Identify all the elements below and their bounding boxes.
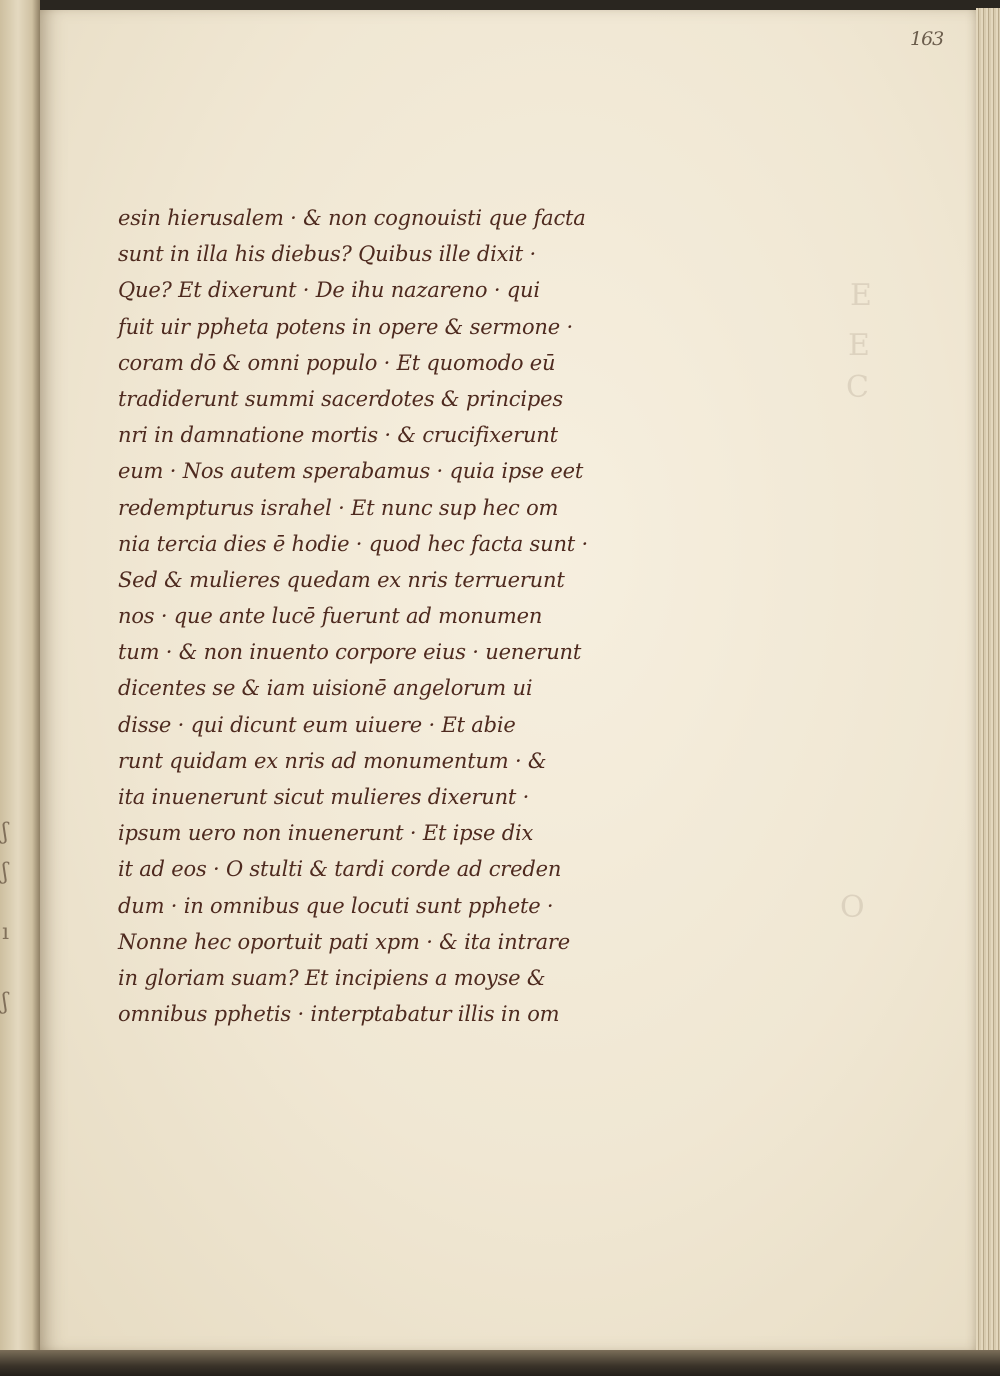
- manuscript-line: in gloriam suam? Et incipiens a moyse &: [118, 965, 546, 990]
- left-page-fragment: ʃ: [2, 860, 8, 885]
- manuscript-line: redempturus israhel · Et nunc sup hec om: [118, 495, 559, 520]
- show-through-mark: O: [840, 890, 865, 925]
- manuscript-line: fuit uir ppheta potens in opere & sermone ·: [118, 314, 573, 339]
- manuscript-line: nri in damnatione mortis · & crucifixerunt: [118, 423, 558, 448]
- manuscript-line: eum · Nos autem sperabamus · quia ipse eet: [118, 459, 584, 484]
- manuscript-line: nia tercia dies ē hodie · quod hec facta sunt ·: [118, 531, 588, 556]
- manuscript-line: sunt in illa his diebus? Quibus ille dixit ·: [118, 242, 536, 267]
- manuscript-line: disse · qui dicunt eum uiuere · Et abie: [118, 712, 516, 737]
- left-page-fragment: ʃ: [2, 990, 8, 1015]
- manuscript-text-block: [118, 200, 638, 1032]
- manuscript-line: Nonne hec oportuit pati xpm · & ita intrare: [118, 929, 570, 954]
- manuscript-line: ipsum uero non inuenerunt · Et ipse dix: [118, 821, 534, 846]
- manuscript-line: dicentes se & iam uisionē angelorum ui: [118, 676, 533, 701]
- manuscript-line: Sed & mulieres quedam ex nris terruerunt: [118, 567, 565, 592]
- book-bottom-edge: [0, 1350, 1000, 1376]
- manuscript-line: it ad eos · O stulti & tardi corde ad creden: [118, 857, 562, 882]
- manuscript-line: tum · & non inuento corpore eius · uenerunt: [118, 640, 582, 665]
- show-through-mark: E: [850, 278, 872, 313]
- left-page-fragment: ı: [2, 920, 10, 945]
- left-page-fragment: ʃ: [2, 820, 8, 845]
- show-through-mark: E: [848, 328, 870, 363]
- manuscript-line: Que? Et dixerunt · De ihu nazareno · qui: [118, 278, 540, 303]
- show-through-mark: C: [846, 370, 869, 405]
- manuscript-line: omnibus pphetis · interptabatur illis in om: [118, 1002, 560, 1027]
- manuscript-line: nos · que ante lucē fuerunt ad monumen: [118, 604, 543, 629]
- manuscript-line: runt quidam ex nris ad monumentum · &: [118, 748, 547, 773]
- manuscript-line: tradiderunt summi sacerdotes & principes: [118, 386, 563, 411]
- manuscript-line: coram dō & omni populo · Et quomodo eū: [118, 350, 556, 375]
- left-page-edge: [0, 0, 40, 1362]
- page-stack-edges: [976, 8, 1000, 1354]
- manuscript-line: esin hierusalem · & non cognouisti que facta: [118, 206, 586, 230]
- folio-number: 163: [910, 28, 944, 50]
- manuscript-line: ita inuenerunt sicut mulieres dixerunt ·: [118, 785, 530, 809]
- manuscript-line: dum · in omnibus que locuti sunt pphete ·: [118, 893, 554, 918]
